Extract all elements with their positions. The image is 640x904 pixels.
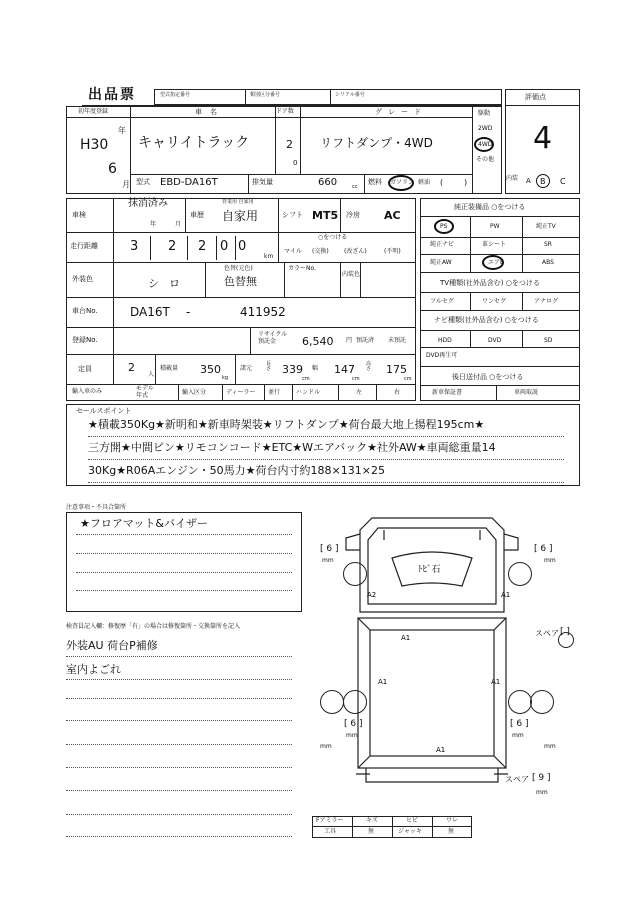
color: シロ bbox=[148, 277, 190, 290]
mileage-d3: 2 bbox=[198, 239, 207, 254]
label-grade: グレード bbox=[375, 108, 427, 116]
equip-ps-circle bbox=[434, 219, 454, 234]
drive-4wd: 4WD bbox=[478, 141, 493, 148]
width: 147 bbox=[334, 363, 355, 376]
svg-text:A1: A1 bbox=[501, 591, 511, 599]
usage: 自家用 bbox=[222, 209, 259, 223]
displacement: 660 bbox=[318, 177, 338, 188]
chassis-prefix: DA16T bbox=[130, 305, 170, 319]
label-fuel: 燃料 bbox=[368, 178, 382, 186]
tire-rl: [ 6 ] bbox=[344, 719, 363, 729]
svg-text:A1: A1 bbox=[436, 746, 446, 754]
wheel-rear-left-outer bbox=[343, 690, 367, 714]
svg-text:A1: A1 bbox=[378, 678, 388, 686]
label-interior-grade: 内装 bbox=[506, 175, 519, 182]
wheel-front-left bbox=[343, 562, 367, 586]
inspector-line-2: 室内よごれ bbox=[66, 663, 121, 676]
length: 339 bbox=[282, 363, 303, 376]
selling-line-3: 30Kg★R06Aエンジン・50馬力★荷台内寸約188×131×25 bbox=[88, 464, 385, 477]
label-serial: シリアル番号 bbox=[335, 92, 365, 98]
interior-grade-circle bbox=[536, 174, 550, 188]
chassis-no: 411952 bbox=[240, 305, 286, 319]
mileage-d2: 2 bbox=[168, 239, 177, 254]
label-model-designation: 型式指定番号 bbox=[160, 92, 191, 98]
label-caution: 注意事項・不具合箇所 bbox=[66, 504, 127, 511]
tire-fr: [ 6 ] bbox=[534, 544, 553, 554]
mileage-d5: 0 bbox=[238, 239, 247, 254]
truck-diagram bbox=[300, 500, 600, 820]
grade: リフトダンプ・4WD bbox=[320, 136, 433, 150]
cooler: AC bbox=[384, 209, 401, 222]
caution-line-1: ★フロアマット&バイザー bbox=[80, 517, 208, 530]
wheel-rear-right-inner bbox=[530, 690, 554, 714]
label-score: 評価点 bbox=[525, 93, 546, 101]
doors: 2 bbox=[286, 138, 293, 151]
selling-line-1: ★積載350Kg★新明和★新車時架装★リフトダンプ★荷台最大地上揚程195cm★ bbox=[88, 418, 485, 431]
fuel-gas: ガソリン bbox=[390, 179, 415, 186]
load: 350 bbox=[200, 363, 221, 376]
first-reg-month: 6 bbox=[108, 161, 117, 177]
vehicle-block bbox=[66, 106, 502, 194]
equip-airbag: エアB bbox=[488, 259, 505, 266]
svg-text:A2: A2 bbox=[367, 591, 377, 599]
inspector-line-1: 外装AU 荷台P補修 bbox=[66, 639, 158, 652]
label-displacement: 排気量 bbox=[252, 178, 273, 186]
capacity: 2 bbox=[128, 361, 135, 374]
shaken: 抹消済み bbox=[128, 198, 168, 209]
wheel-rear-left-inner bbox=[320, 690, 344, 714]
windshield-note: ﾄﾋﾞ石 bbox=[418, 565, 441, 575]
page-title: 出品票 bbox=[88, 87, 136, 103]
fuel-gas-circle bbox=[388, 175, 414, 191]
score-value: 4 bbox=[533, 121, 553, 156]
label-first-reg: 初年度登録 bbox=[78, 108, 109, 115]
first-reg-year: H30 bbox=[80, 137, 109, 153]
recycle: 6,540 bbox=[302, 335, 334, 348]
model: EBD-DA16T bbox=[160, 177, 218, 188]
height: 175 bbox=[386, 363, 407, 376]
equip-ps: PS bbox=[440, 223, 448, 230]
tire-rr: [ 6 ] bbox=[510, 719, 529, 729]
wheel-front-right bbox=[508, 562, 532, 586]
car-name: キャリイトラック bbox=[138, 135, 250, 151]
label-model: 型式 bbox=[136, 178, 150, 186]
tire-fl: [ 6 ] bbox=[320, 544, 339, 554]
label-doors: ドア数 bbox=[276, 108, 294, 115]
svg-text:A1: A1 bbox=[491, 678, 501, 686]
mileage-d1: 3 bbox=[130, 239, 139, 254]
svg-text:A1: A1 bbox=[401, 634, 411, 642]
shift: MT5 bbox=[312, 209, 339, 222]
interior-grade-b: B bbox=[540, 177, 546, 186]
wheel-rear-right-outer bbox=[508, 690, 532, 714]
equip-airbag-circle bbox=[482, 255, 504, 270]
label-category: 類別区分番号 bbox=[250, 92, 281, 98]
label-inspector: 検査員記入欄：修復歴「有」の場合は修復箇所・交換箇所を記入 bbox=[66, 623, 241, 630]
tire-spare: [ 9 ] bbox=[532, 773, 551, 783]
drive-4wd-circle bbox=[474, 137, 494, 152]
mileage-d4: 0 bbox=[220, 239, 229, 254]
selling-line-2: 三方開★中間ピン★リモコンコード★ETC★Wエアバック★社外AW★車両総重量14 bbox=[88, 441, 496, 454]
color-change: 色替無 bbox=[224, 275, 257, 288]
label-car-name: 車名 bbox=[195, 108, 225, 116]
